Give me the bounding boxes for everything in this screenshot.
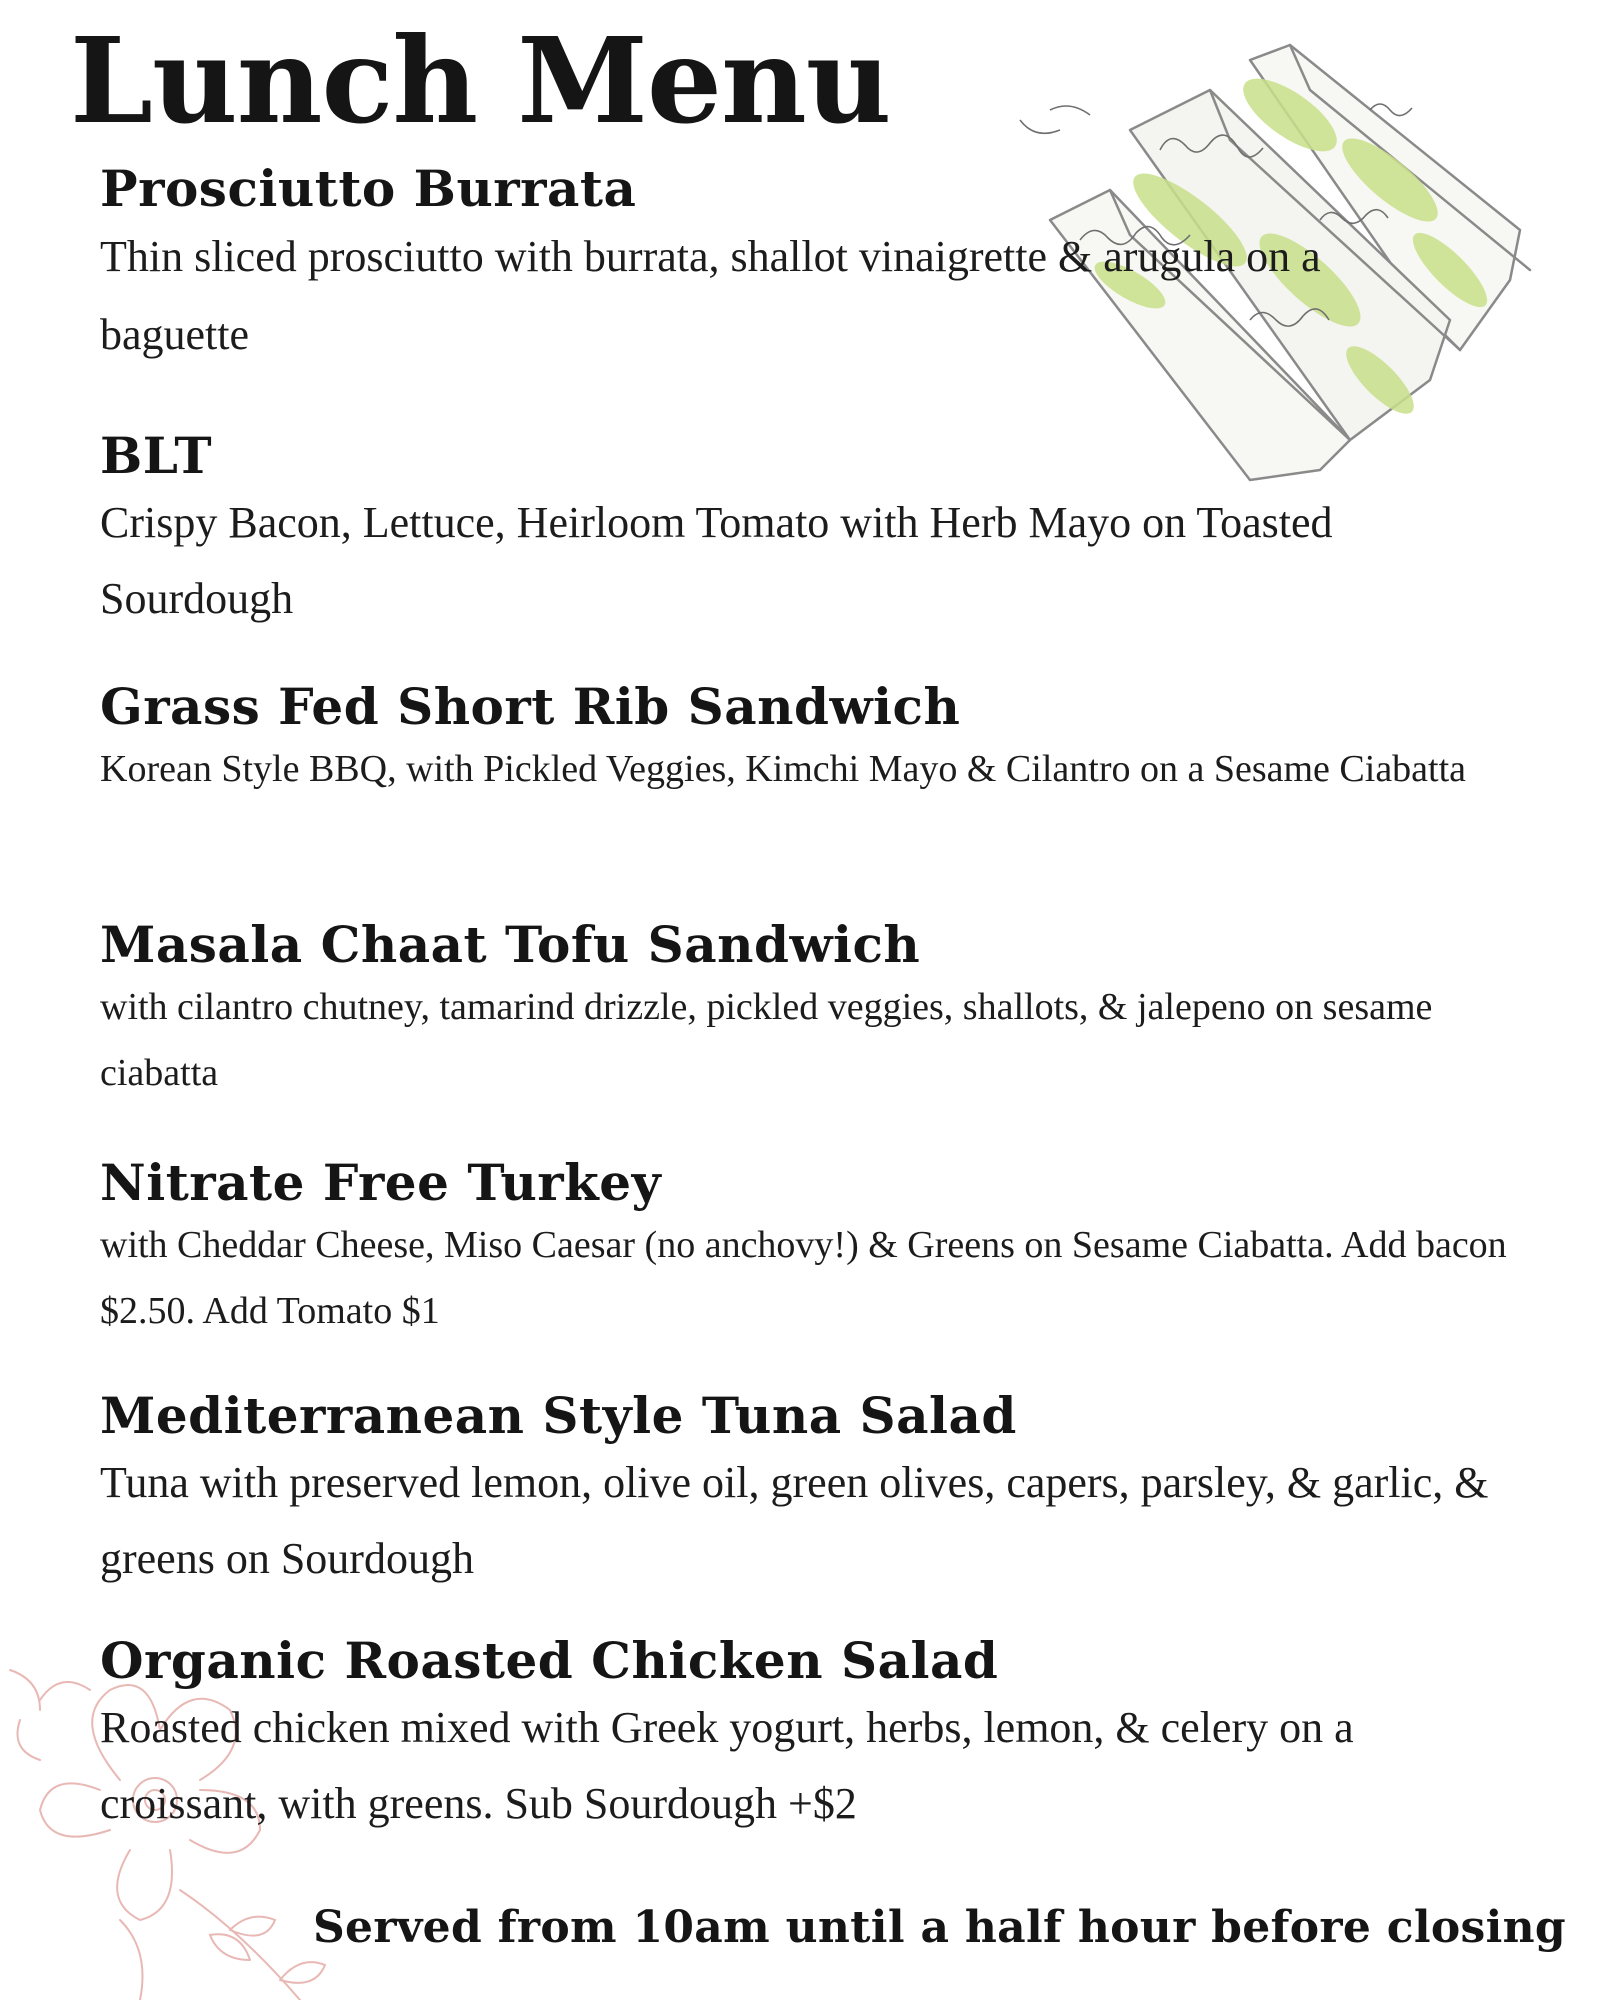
item-name: Mediterranean Style Tuna Salad (100, 1386, 1017, 1445)
item-description: Crispy Bacon, Lettuce, Heirloom Tomato with Herb Mayo on Toasted Sourdough (100, 497, 1333, 623)
menu-title: Lunch Menu (70, 11, 891, 150)
item-name: Nitrate Free Turkey (100, 1153, 662, 1212)
item-name: Organic Roasted Chicken Salad (100, 1631, 999, 1690)
item-name: Prosciutto Burrata (100, 159, 637, 218)
menu-item (100, 1387, 1570, 1597)
item-description: Roasted chicken mixed with Greek yogurt, herbs, lemon, & celery on a croissant, with greens. Sub Sourdough +$2 (100, 1702, 1354, 1828)
item-name: BLT (100, 426, 213, 485)
item-name: Grass Fed Short Rib Sandwich (100, 677, 961, 736)
menu-item (100, 160, 1570, 374)
item-description: with Cheddar Cheese, Miso Caesar (no anchovy!) & Greens on Sesame Ciabatta. Add bacon $2.50. Add Tomato $1 (100, 1223, 1507, 1332)
item-description: Thin sliced prosciutto with burrata, shallot vinaigrette & arugula on a baguette (100, 231, 1321, 359)
item-name: Masala Chaat Tofu Sandwich (100, 915, 921, 974)
item-description: Tuna with preserved lemon, olive oil, green olives, capers, parsley, & garlic, & greens on Sourdough (100, 1457, 1489, 1583)
menu-item (100, 1154, 1570, 1344)
menu-item (100, 427, 1570, 637)
item-description: Korean Style BBQ, with Pickled Veggies, Kimchi Mayo & Cilantro on a Sesame Ciabatta (100, 747, 1467, 790)
item-description: with cilantro chutney, tamarind drizzle, pickled veggies, shallots, & jalepeno on sesame ciabatta (100, 985, 1433, 1094)
menu-item (100, 678, 1570, 802)
menu-item (100, 916, 1570, 1106)
menu-item (100, 1632, 1570, 1842)
serving-hours-note: Served from 10am until a half hour before closing (312, 1902, 1566, 1953)
